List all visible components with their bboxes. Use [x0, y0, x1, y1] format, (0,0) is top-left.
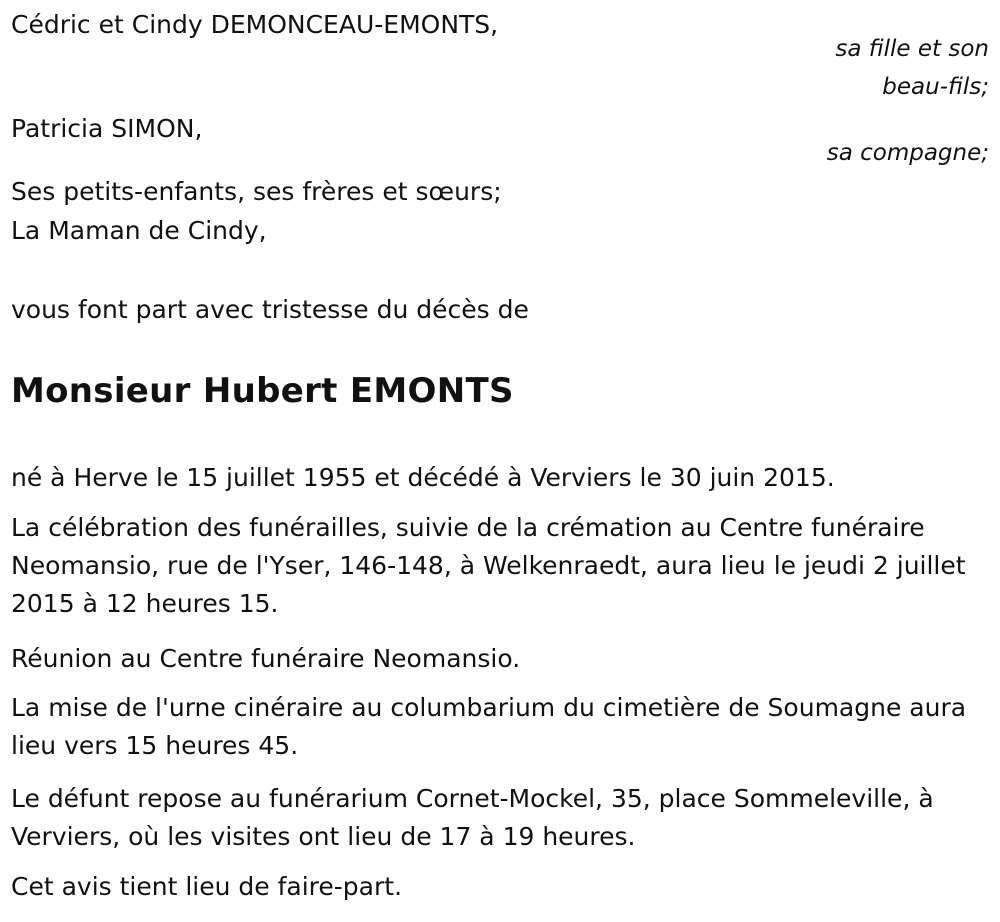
- birth-death-text: né à Herve le 15 juillet 1955 et décédé à Verviers le 30 juin 2015.: [11, 463, 835, 492]
- family-member-companion: Patricia SIMON,: [11, 114, 203, 143]
- ceremony-text: La célébration des funérailles, suivie de la crémation au Centre funéraire Neomansio, rue de l'Yser, 146-148, à Welkenraedt, aura lieu le jeudi 2 juillet 2015 à 12 heures 15.: [11, 513, 966, 618]
- family-grandchildren-siblings: Ses petits-enfants, ses frères et sœurs;: [11, 177, 502, 206]
- family-mother-of-cindy: La Maman de Cindy,: [11, 216, 267, 245]
- family-member-daughter: Cédric et Cindy DEMONCEAU-EMONTS,: [11, 10, 499, 39]
- family-role-daughter-line1: sa fille et son: [835, 36, 989, 62]
- urn-text: La mise de l'urne cinéraire au columbarium du cimetière de Soumagne aura lieu vers 15 heures 45.: [11, 693, 967, 760]
- visitation-text: Le défunt repose au funérarium Cornet-Mockel, 35, place Sommeleville, à Verviers, où les visites ont lieu de 17 à 19 heures.: [11, 784, 934, 851]
- reunion-text: Réunion au Centre funéraire Neomansio.: [11, 644, 521, 673]
- announcement-text: vous font part avec tristesse du décès de: [11, 295, 529, 324]
- notice-text: Cet avis tient lieu de faire-part.: [11, 872, 403, 901]
- deceased-name: Monsieur Hubert EMONTS: [11, 371, 514, 411]
- family-role-daughter-line2: beau-fils;: [882, 74, 989, 100]
- family-role-companion: sa compagne;: [826, 140, 989, 166]
